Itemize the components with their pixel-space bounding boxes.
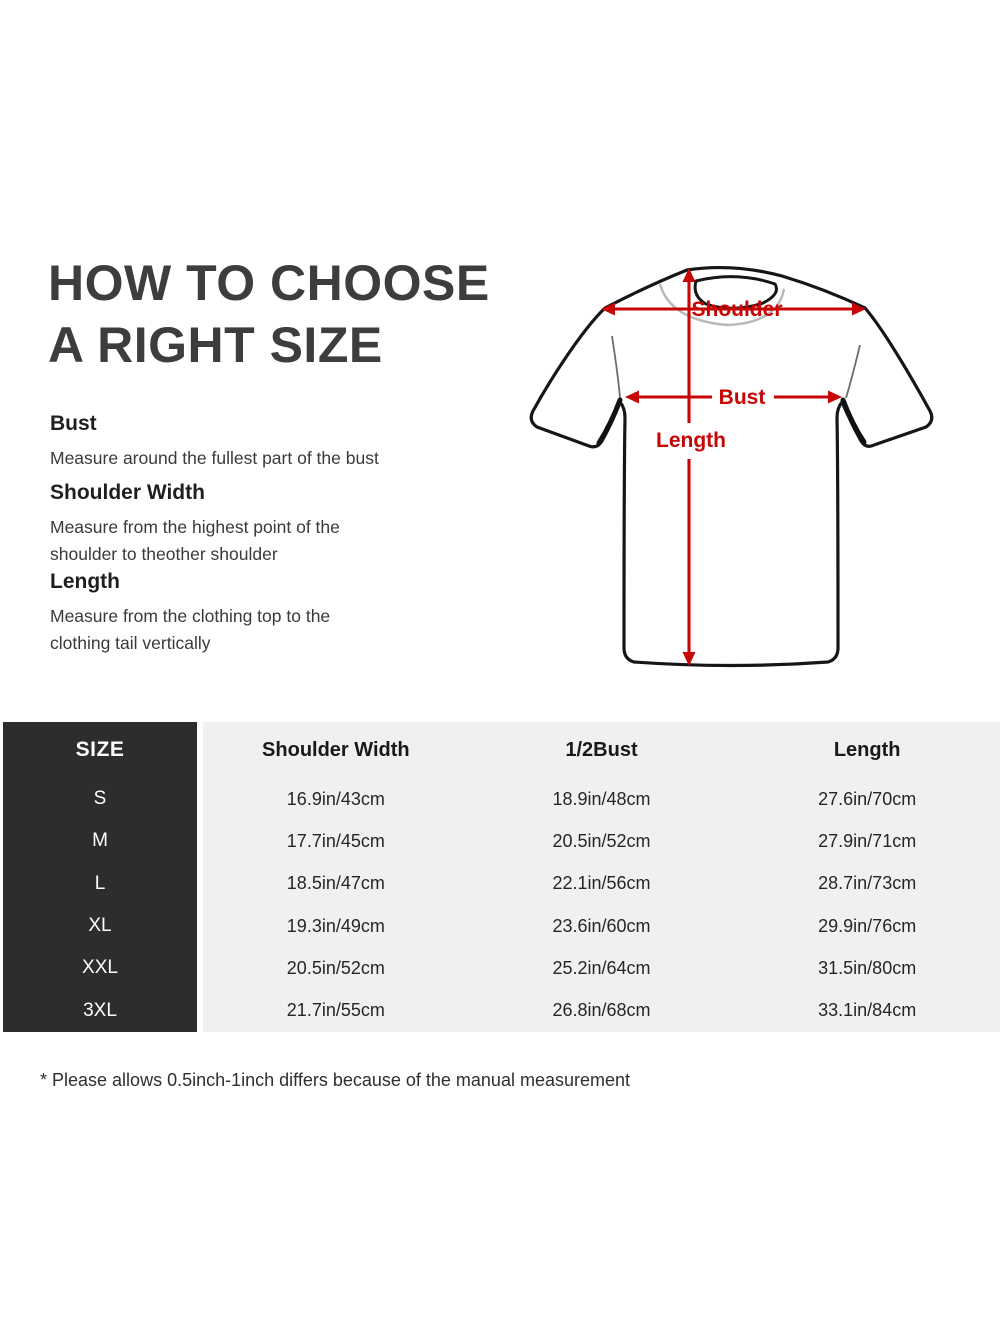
size-label: L xyxy=(94,872,106,894)
half-bust-value: 22.1in/56cm xyxy=(552,873,651,894)
length-value: 27.6in/70cm xyxy=(818,788,917,809)
shoulder-width-value: 17.7in/45cm xyxy=(286,830,385,851)
table-row-l xyxy=(3,863,1000,905)
shoulder-width-value: 19.3in/49cm xyxy=(286,915,385,936)
table-row-xl xyxy=(3,905,1000,947)
instruction-shoulder-text-line2: shoulder to theother shoulder xyxy=(50,544,278,564)
table-header-row xyxy=(3,722,1000,778)
header-size: SIZE xyxy=(75,738,125,761)
length-value: 28.7in/73cm xyxy=(818,873,917,894)
instruction-bust-heading: Bust xyxy=(50,412,97,435)
length-arrow-label: Length xyxy=(656,429,726,452)
instruction-length-text-line1: Measure from the clothing top to the xyxy=(50,606,331,626)
instruction-length xyxy=(50,570,470,657)
page-title-line2: A RIGHT SIZE xyxy=(48,317,383,373)
instruction-shoulder-text-line1: Measure from the highest point of the xyxy=(50,517,340,537)
instruction-bust xyxy=(50,412,470,472)
length-value: 31.5in/80cm xyxy=(818,957,917,978)
bust-arrow-label: Bust xyxy=(718,386,766,409)
half-bust-value: 23.6in/60cm xyxy=(552,915,651,936)
half-bust-value: 20.5in/52cm xyxy=(552,830,651,851)
length-value: 29.9in/76cm xyxy=(818,915,917,936)
shoulder-width-value: 16.9in/43cm xyxy=(286,788,385,809)
measurement-disclaimer: * Please allows 0.5inch-1inch differs because of the manual measurement xyxy=(40,1070,631,1090)
size-label: XL xyxy=(88,915,112,937)
page-title xyxy=(48,252,490,376)
shoulder-width-value: 21.7in/55cm xyxy=(286,1000,385,1021)
table-row-3xl xyxy=(3,990,1000,1032)
header-length: Length xyxy=(833,738,901,761)
table-row-s xyxy=(3,778,1000,820)
instruction-shoulder-width xyxy=(50,481,470,568)
half-bust-value: 26.8in/68cm xyxy=(552,1000,651,1021)
instruction-length-text-line2: clothing tail vertically xyxy=(50,633,211,653)
size-label: XXL xyxy=(82,957,118,979)
instruction-length-heading: Length xyxy=(50,570,120,593)
header-half-bust: 1/2Bust xyxy=(565,738,638,761)
size-label: 3XL xyxy=(83,999,117,1021)
table-row-m xyxy=(3,820,1000,862)
length-value: 27.9in/71cm xyxy=(818,830,917,851)
size-label: M xyxy=(92,830,108,852)
size-label: S xyxy=(93,788,107,810)
instruction-bust-text: Measure around the fullest part of the bust xyxy=(50,448,379,468)
instruction-shoulder-heading: Shoulder Width xyxy=(50,481,205,504)
header-shoulder-width: Shoulder Width xyxy=(262,738,410,761)
shoulder-arrow-label: Shoulder xyxy=(691,298,783,321)
half-bust-value: 18.9in/48cm xyxy=(552,788,651,809)
table-row-xxl xyxy=(3,947,1000,989)
tshirt-outline-shape xyxy=(531,268,932,666)
half-bust-value: 25.2in/64cm xyxy=(552,957,651,978)
shoulder-width-value: 20.5in/52cm xyxy=(286,957,385,978)
tshirt-diagram xyxy=(500,240,1000,700)
shoulder-width-value: 18.5in/47cm xyxy=(286,873,385,894)
size-table xyxy=(3,722,1000,1032)
length-value: 33.1in/84cm xyxy=(818,1000,917,1021)
page-title-line1: HOW TO CHOOSE xyxy=(48,255,490,311)
